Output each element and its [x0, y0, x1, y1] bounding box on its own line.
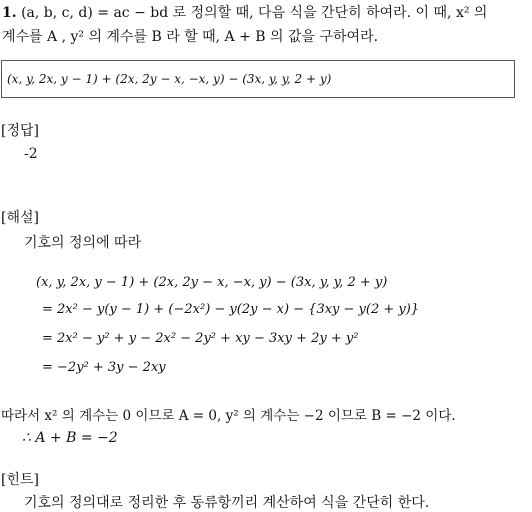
- explanation-label: [해설]: [1, 210, 39, 226]
- derivation-step: = −2y² + 3y − 2xy: [42, 360, 166, 375]
- problem-number: 1.: [2, 5, 17, 21]
- derivation-step: = 2x² − y² + y − 2x² − 2y² + xy − 3xy + 2y + y²: [42, 331, 359, 346]
- answer-label: [정답]: [1, 123, 39, 139]
- result: ∴ A + B = −2: [22, 430, 118, 446]
- derivation-step: (x, y, 2x, y − 1) + (2x, 2y − x, −x, y) − (3x, y, y, 2 + y): [36, 275, 388, 290]
- expression-box: [1, 60, 515, 98]
- explanation-intro: 기호의 정의에 따라: [24, 235, 142, 251]
- conclusion: 따라서 x² 의 계수는 0 이므로 A = 0, y² 의 계수는 −2 이므로 B = −2 이다.: [1, 408, 456, 424]
- hint-label: [힌트]: [1, 472, 39, 488]
- problem-line-2: 계수를 A , y² 의 계수를 B 라 할 때, A + B 의 값을 구하여라.: [2, 29, 379, 45]
- problem-line-1: (a, b, c, d) = ac − bd 로 정의할 때, 다음 식을 간단히 하여라. 이 때, x² 의: [21, 5, 488, 21]
- expression: (x, y, 2x, y − 1) + (2x, 2y − x, −x, y) − (3x, y, y, 2 + y): [7, 72, 332, 86]
- derivation-step: = 2x² − y(y − 1) + (−2x²) − y(2y − x) − {3xy − y(2 + y)}: [42, 302, 420, 317]
- hint-text: 기호의 정의대로 정리한 후 동류항끼리 계산하여 식을 간단히 한다.: [24, 495, 430, 511]
- answer-value: -2: [24, 146, 38, 162]
